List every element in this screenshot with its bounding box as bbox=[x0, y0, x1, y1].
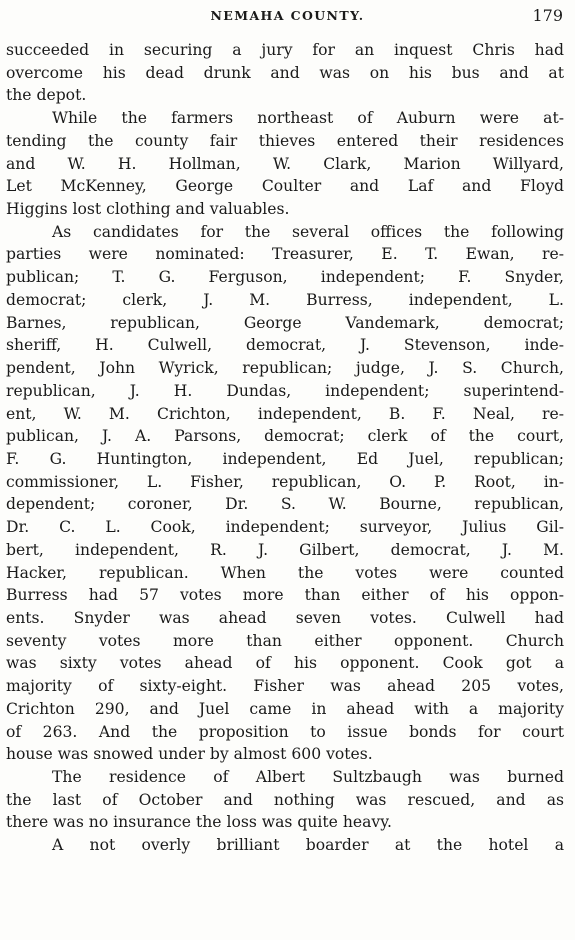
text-line: Burress had 57 votes more than either of his oppon- bbox=[6, 586, 564, 605]
text-line: Crichton 290, and Juel came in ahead with a majority bbox=[6, 699, 564, 718]
running-title: NEMAHA COUNTY. bbox=[210, 8, 365, 23]
text-line: seventy votes more than either opponent. Church bbox=[6, 631, 564, 650]
text-line: F. G. Huntington, independent, Ed Juel, republican; bbox=[6, 449, 564, 468]
text-line: overcome his dead drunk and was on his bus and at bbox=[6, 63, 564, 82]
text-line: ent, W. M. Crichton, independent, B. F. Neal, re- bbox=[6, 404, 564, 423]
running-head bbox=[0, 6, 575, 28]
text-line: dependent; coroner, Dr. S. W. Bourne, republican, bbox=[6, 495, 564, 514]
text-line: of 263. And the proposition to issue bonds for court bbox=[6, 722, 564, 741]
text-line: A not overly brilliant boarder at the hotel a bbox=[52, 836, 564, 855]
text-line: majority of sixty-eight. Fisher was ahead 205 votes, bbox=[6, 677, 564, 696]
text-line: democrat; clerk, J. M. Burress, independent, L. bbox=[6, 290, 564, 309]
text-line: sheriff, H. Culwell, democrat, J. Stevenson, inde- bbox=[6, 336, 564, 355]
text-line: there was no insurance the loss was quite heavy. bbox=[6, 813, 392, 832]
text-line: Dr. C. L. Cook, independent; surveyor, Julius Gil- bbox=[6, 518, 564, 537]
text-line: The residence of Albert Sultzbaugh was burned bbox=[52, 768, 564, 786]
text-line: publican, J. A. Parsons, democrat; clerk of the court, bbox=[6, 427, 564, 446]
text-line: Barnes, republican, George Vandemark, democrat; bbox=[6, 313, 564, 332]
text-line: parties were nominated: Treasurer, E. T. Ewan, re- bbox=[6, 245, 564, 264]
text-line: bert, independent, R. J. Gilbert, democrat, J. M. bbox=[6, 540, 564, 559]
text-line: commissioner, L. Fisher, republican, O. P. Root, in- bbox=[6, 472, 564, 491]
text-line: Let McKenney, George Coulter and Laf and Floyd bbox=[6, 177, 564, 196]
text-line: republican, J. H. Dundas, independent; superintend- bbox=[6, 381, 564, 400]
text-line: succeeded in securing a jury for an inquest Chris had bbox=[6, 41, 564, 59]
text-line: tending the county fair thieves entered their residences bbox=[6, 131, 564, 150]
text-line: the last of October and nothing was rescued, and as bbox=[6, 790, 564, 809]
text-line: Higgins lost clothing and valuables. bbox=[6, 200, 290, 219]
page-number: 179 bbox=[532, 6, 563, 25]
text-line: pendent, John Wyrick, republican; judge, J. S. Church, bbox=[6, 359, 564, 378]
text-line: the depot. bbox=[6, 86, 87, 105]
text-line: was sixty votes ahead of his opponent. Cook got a bbox=[6, 654, 564, 673]
body-text bbox=[6, 39, 564, 857]
text-line: Hacker, republican. When the votes were counted bbox=[6, 563, 564, 582]
text-line: house was snowed under by almost 600 votes. bbox=[6, 745, 373, 764]
text-line: ents. Snyder was ahead seven votes. Culwell had bbox=[6, 608, 564, 627]
text-line: publican; T. G. Ferguson, independent; F. Snyder, bbox=[6, 268, 564, 287]
text-line: and W. H. Hollman, W. Clark, Marion Willyard, bbox=[6, 154, 564, 173]
text-line: While the farmers northeast of Auburn were at- bbox=[52, 109, 564, 128]
text-line: As candidates for the several offices the following bbox=[52, 222, 564, 241]
